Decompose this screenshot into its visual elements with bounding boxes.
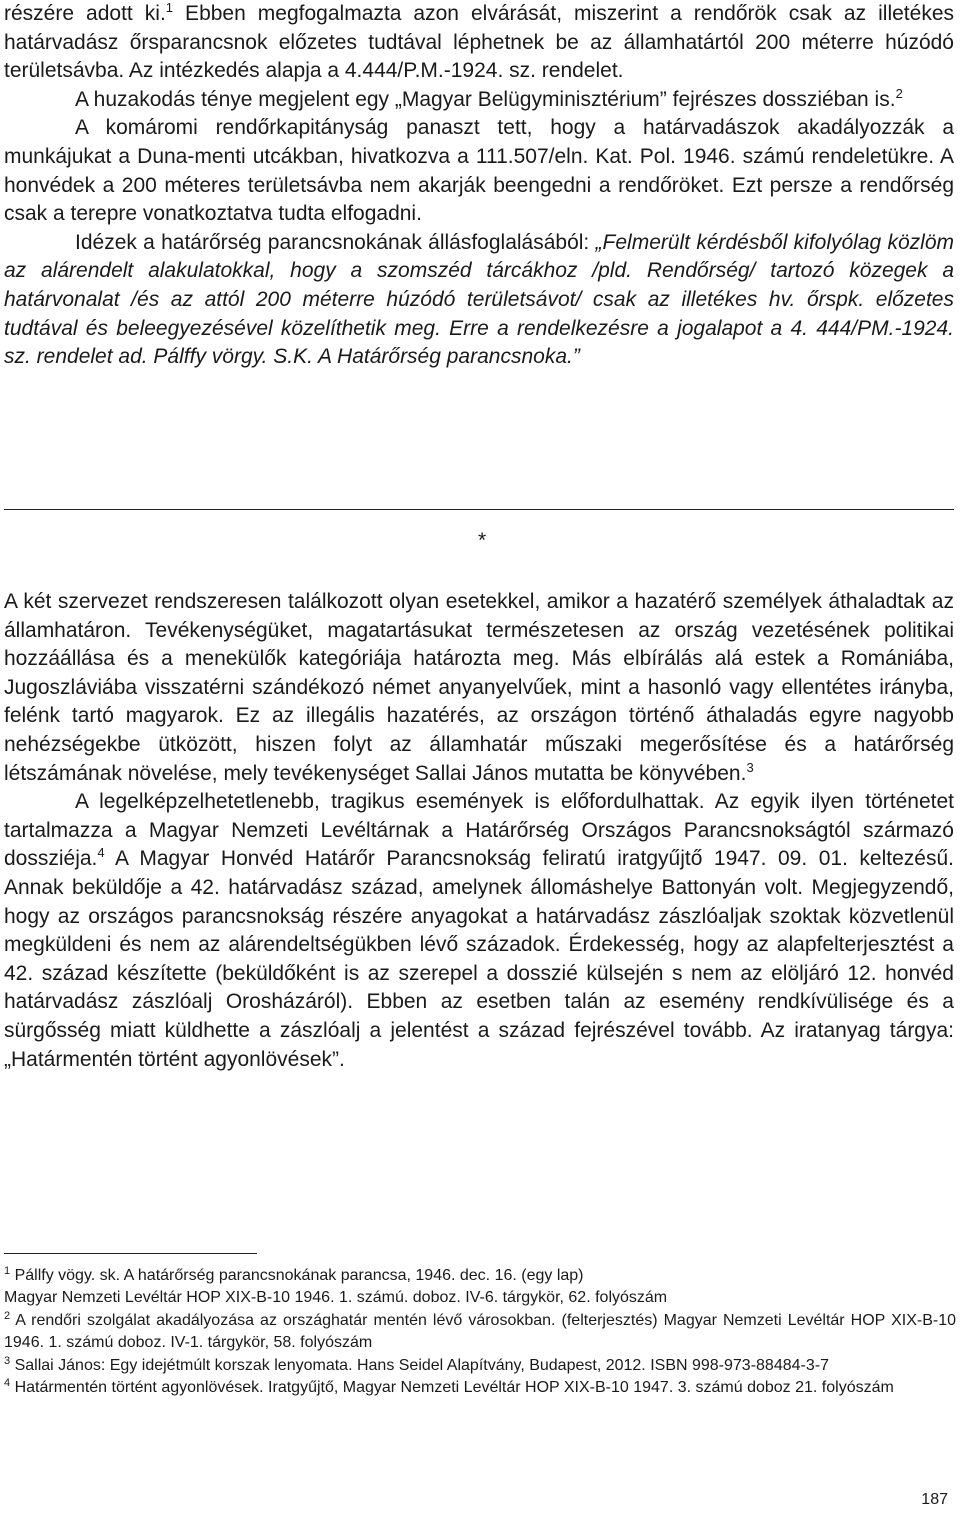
paragraph-5: A két szervezet rendszeresen találkozott olyan esetekkel, amikor a hazatérő személyek áthaladtak az államhatáron. Tevékenységüket, magatartásukat természetesen az ország vezetésének politikai hozzáállása és a menekülők kategóriája határozta meg. Más elbírálás alá estek a Romániába, Jugoszláviába visszatérni szándékozó német anyanyelvűek, mint a hasonló vagy ellentétes irányba, felénk tartó magyarok. Ez az illegális hazatérés, az országon történő áthaladás egyre nagyobb nehézségekbe ütközött, hiszen folyt az államhatár műszaki megerősítése és a határőrség létszámának növelése, mely tevékenységet Sallai János mutatta be könyvében.$^3$ [4,590,954,785]
footnote-4: $^4$ Határmentén történt agyonlövések. Iratgyűjtő, Magyar Nemzeti Levéltár HOP XIX-B-10 1947. 3. számú doboz 21. folyószám [4,1377,894,1397]
footnote-ref-4[interactable]: 4 [97,845,105,861]
paragraph-2: A huzakodás ténye megjelent egy „Magyar Belügyminisztérium” fejrészes dossziéban is.$^2$ [75,85,903,111]
paragraph-1: részére adott ki.$^1$ Ebben megfogalmazta azon elvárását, miszerint a rendőrök csak az illetékes határvadász őrsparancsnok előzetes tudtával léphetnek be az államhatártól 200 méterre húzódó területsávba. Az intézkedés alapja a 4.444/P.M.-1924. sz. rendelet. [4,0,954,83]
section-asterisk: * [478,529,487,552]
quoted-order: „Felmerült kérdésből kifolyólag közlöm az alárendelt alakulatokkal, hogy a szomszéd tárcákhoz /pld. Rendőrség/ tartozó közegek a határvonalat /és az attól 200 méterre húzódó területsávot/ csak az illetékes hv. őrspk. előzetes tudtával és beleegyezésével közelíthetik meg. Erre a rendelkezésre a jogalapot a 4. 444/PM.-1924. sz. rendelet ad. Pálffy vörgy. S.K. A Határőrség parancsnoka.” [4,230,954,369]
footnote-ref-3[interactable]: 3 [746,759,754,775]
paragraph-6: A legelképzelhetetlenebb, tragikus események is előfordulhattak. Az egyik ilyen történetet tartalmazza a Magyar Nemzeti Levéltárnak a Határőrség Országos Parancsnokságtól származó dossziéja.$^4$ A Magyar Honvéd Határőr Parancsnokság feliratú iratgyűjtő 1947. 09. 01. keltezésű. Annak beküldője a 42. határvadász század, amelynek állomáshelye Battonyán volt. Megjegyzendő, hogy az országos parancsnokság részére anyagokat a határvadász zászlóaljak szoktak közvetlenül megküldeni és nem az alárendeltségükben lévő századok. Érdekesség, hogy az alapfelterjesztést a 42. század készítette (beküldőként is az szerepel a dosszié külsején s nem az elöljáró 12. honvéd határvadász zászlóalj Orosházáról). Ebben az esetben talán az esemény rendkívülisége és a sürgősség miatt küldhette a zászlóalj a jelentést a század fejrészével tovább. Az iratanyag tárgya: „Határmentén történt agyonlövések”. [4,790,954,1071]
paragraph-3: A komáromi rendőrkapitányság panaszt tett, hogy a határvadászok akadályozzák a munkájukat a Duna-menti utcákban, hivatkozva a 111.507/eln. Kat. Pol. 1946. számú rendeletükre. A honvédek a 200 méteres területsávba nem akarják beengedni a rendőröket. Ezt persze a rendőrség csak a terepre vonatkoztatva tudta elfogadni. [4,116,954,226]
footnote-ref-1[interactable]: 1 [165,0,174,15]
footnotes [4,1265,956,1399]
top-section [4,0,954,372]
footnote-3: $^3$ Sallai János: Egy idejétmúlt korszak lenyomata. Hans Seidel Alapítvány, Budapest, 2012. ISBN 998-973-88484-3-7 [4,1354,829,1374]
footnote-ref-2[interactable]: 2 [895,85,903,101]
paragraph-4-quote: Idézek a határőrség parancsnokának állásfoglalásából: „Felmerült kérdésből kifolyólag közlöm az alárendelt alakulatokkal, hogy a szomszéd tárcákhoz /pld. Rendőrség/ tartozó közegek a határvonalat /és az attól 200 méterre húzódó területsávot/ csak az illetékes hv. őrspk. előzetes tudtával és beleegyezésével közelíthetik meg. Erre a rendelkezésre a jogalapot a 4. 444/PM.-1924. sz. rendelet ad. Pálffy vörgy. S.K. A Határőrség parancsnoka.” [4,230,954,369]
bottom-section [4,588,954,1074]
section-divider [4,509,954,510]
footnote-2: $^2$ A rendőri szolgálat akadályozása az országhatár mentén lévő városokban. (felterjesztés) Magyar Nemzeti Levéltár HOP XIX-B-10 1946. 1. számú doboz. IV-1. tárgykör, 58. folyószám [4,1309,957,1352]
page-number: 187 [921,1491,948,1508]
footnote-divider [4,1253,257,1254]
footnote-1: $^1$ Pállfy vögy. sk. A határőrség parancsnokának parancsa, 1946. dec. 16. (egy lap) Magyar Nemzeti Levéltár HOP XIX-B-10 1946. 1. számú. doboz. IV-6. tárgykör, 62. folyószám [4,1265,668,1307]
